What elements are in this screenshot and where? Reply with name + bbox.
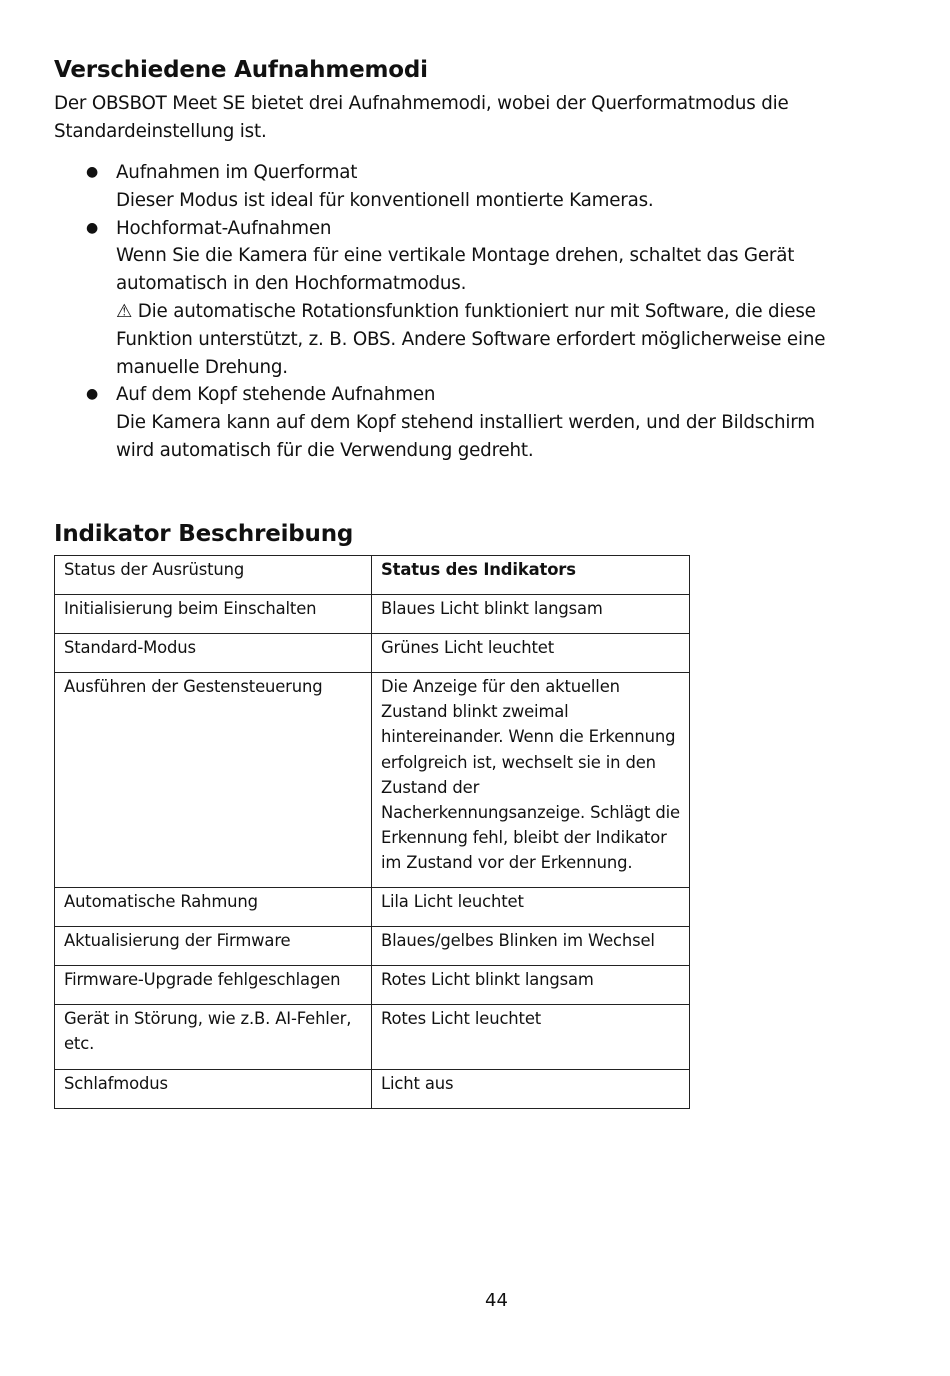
recording-modes-list (54, 159, 844, 465)
table-row (55, 966, 690, 1005)
section-title-indicator: Indikator Beschreibung (54, 521, 354, 547)
indicator-table (54, 555, 690, 1109)
equipment-status-cell: Ausführen der Gestensteuerung (55, 673, 372, 888)
indicator-status-cell: Rotes Licht blinkt langsam (372, 966, 690, 1005)
mode-title: Aufnahmen im Querformat (116, 162, 358, 183)
equipment-status-cell: Standard-Modus (55, 634, 372, 673)
table-row (55, 927, 690, 966)
mode-description: Dieser Modus ist ideal für konventionell montierte Kameras. (116, 189, 654, 211)
indicator-status-cell: Blaues/gelbes Blinken im Wechsel (372, 927, 690, 966)
table-header-row (55, 556, 690, 595)
mode-description: Wenn Sie die Kamera für eine vertikale Montage drehen, schaltet das Gerät automatisch in den Hochformatmodus. (116, 245, 795, 295)
table-row (55, 673, 690, 888)
mode-title: Auf dem Kopf stehende Aufnahmen (116, 384, 436, 406)
equipment-status-cell: Initialisierung beim Einschalten (55, 595, 372, 634)
equipment-status-cell: Aktualisierung der Firmware (55, 927, 372, 966)
header-equipment-status: Status der Ausrüstung (55, 556, 372, 595)
equipment-status-cell: Schlafmodus (55, 1069, 372, 1108)
mode-description: Die Kamera kann auf dem Kopf stehend installiert werden, und der Bildschirm wird automatisch für die Verwendung gedreht. (116, 412, 815, 461)
mode-title: Hochformat-Aufnahmen (116, 217, 332, 239)
table-row (55, 634, 690, 673)
intro-paragraph: Der OBSBOT Meet SE bietet drei Aufnahmemodi, wobei der Querformatmodus die Standardeinstellung ist. (54, 93, 789, 142)
table-row (55, 888, 690, 927)
list-item (54, 381, 844, 464)
equipment-status-cell: Automatische Rahmung (55, 888, 372, 927)
bullet-icon: ● (86, 219, 99, 236)
table-row (55, 1005, 690, 1069)
bullet-icon: ● (86, 164, 99, 180)
equipment-status-cell: Gerät in Störung, wie z.B. AI-Fehler, etc. (55, 1005, 372, 1069)
warning-note: ⚠ Die automatische Rotationsfunktion funktioniert nur mit Software, die diese Funktion unterstützt, z. B. OBS. Andere Software erfordert möglicherweise eine manuelle Drehung. (116, 300, 826, 378)
bullet-icon: ● (86, 386, 99, 403)
table-row (55, 1069, 690, 1108)
indicator-status-cell: Rotes Licht leuchtet (372, 1005, 690, 1069)
indicator-status-cell: Lila Licht leuchtet (372, 888, 690, 927)
indicator-status-cell: Die Anzeige für den aktuellen Zustand blinkt zweimal hintereinander. Wenn die Erkennung erfolgreich ist, wechselt sie in den Zustand der Nacherkennungsanzeige. Schlägt die Erkennung fehl, bleibt der Indikator im Zustand vor der Erkennung. (372, 673, 690, 888)
page-number: 44 (485, 1290, 508, 1311)
header-indicator-status: Status des Indikators (372, 556, 690, 595)
table-row (55, 595, 690, 634)
list-item (54, 159, 844, 215)
section-title-recording-modes: Verschiedene Aufnahmemodi (54, 57, 428, 83)
list-item (54, 215, 844, 382)
equipment-status-cell: Firmware-Upgrade fehlgeschlagen (55, 966, 372, 1005)
indicator-status-cell: Licht aus (372, 1069, 690, 1108)
indicator-status-cell: Grünes Licht leuchtet (372, 634, 690, 673)
indicator-status-cell: Blaues Licht blinkt langsam (372, 595, 690, 634)
